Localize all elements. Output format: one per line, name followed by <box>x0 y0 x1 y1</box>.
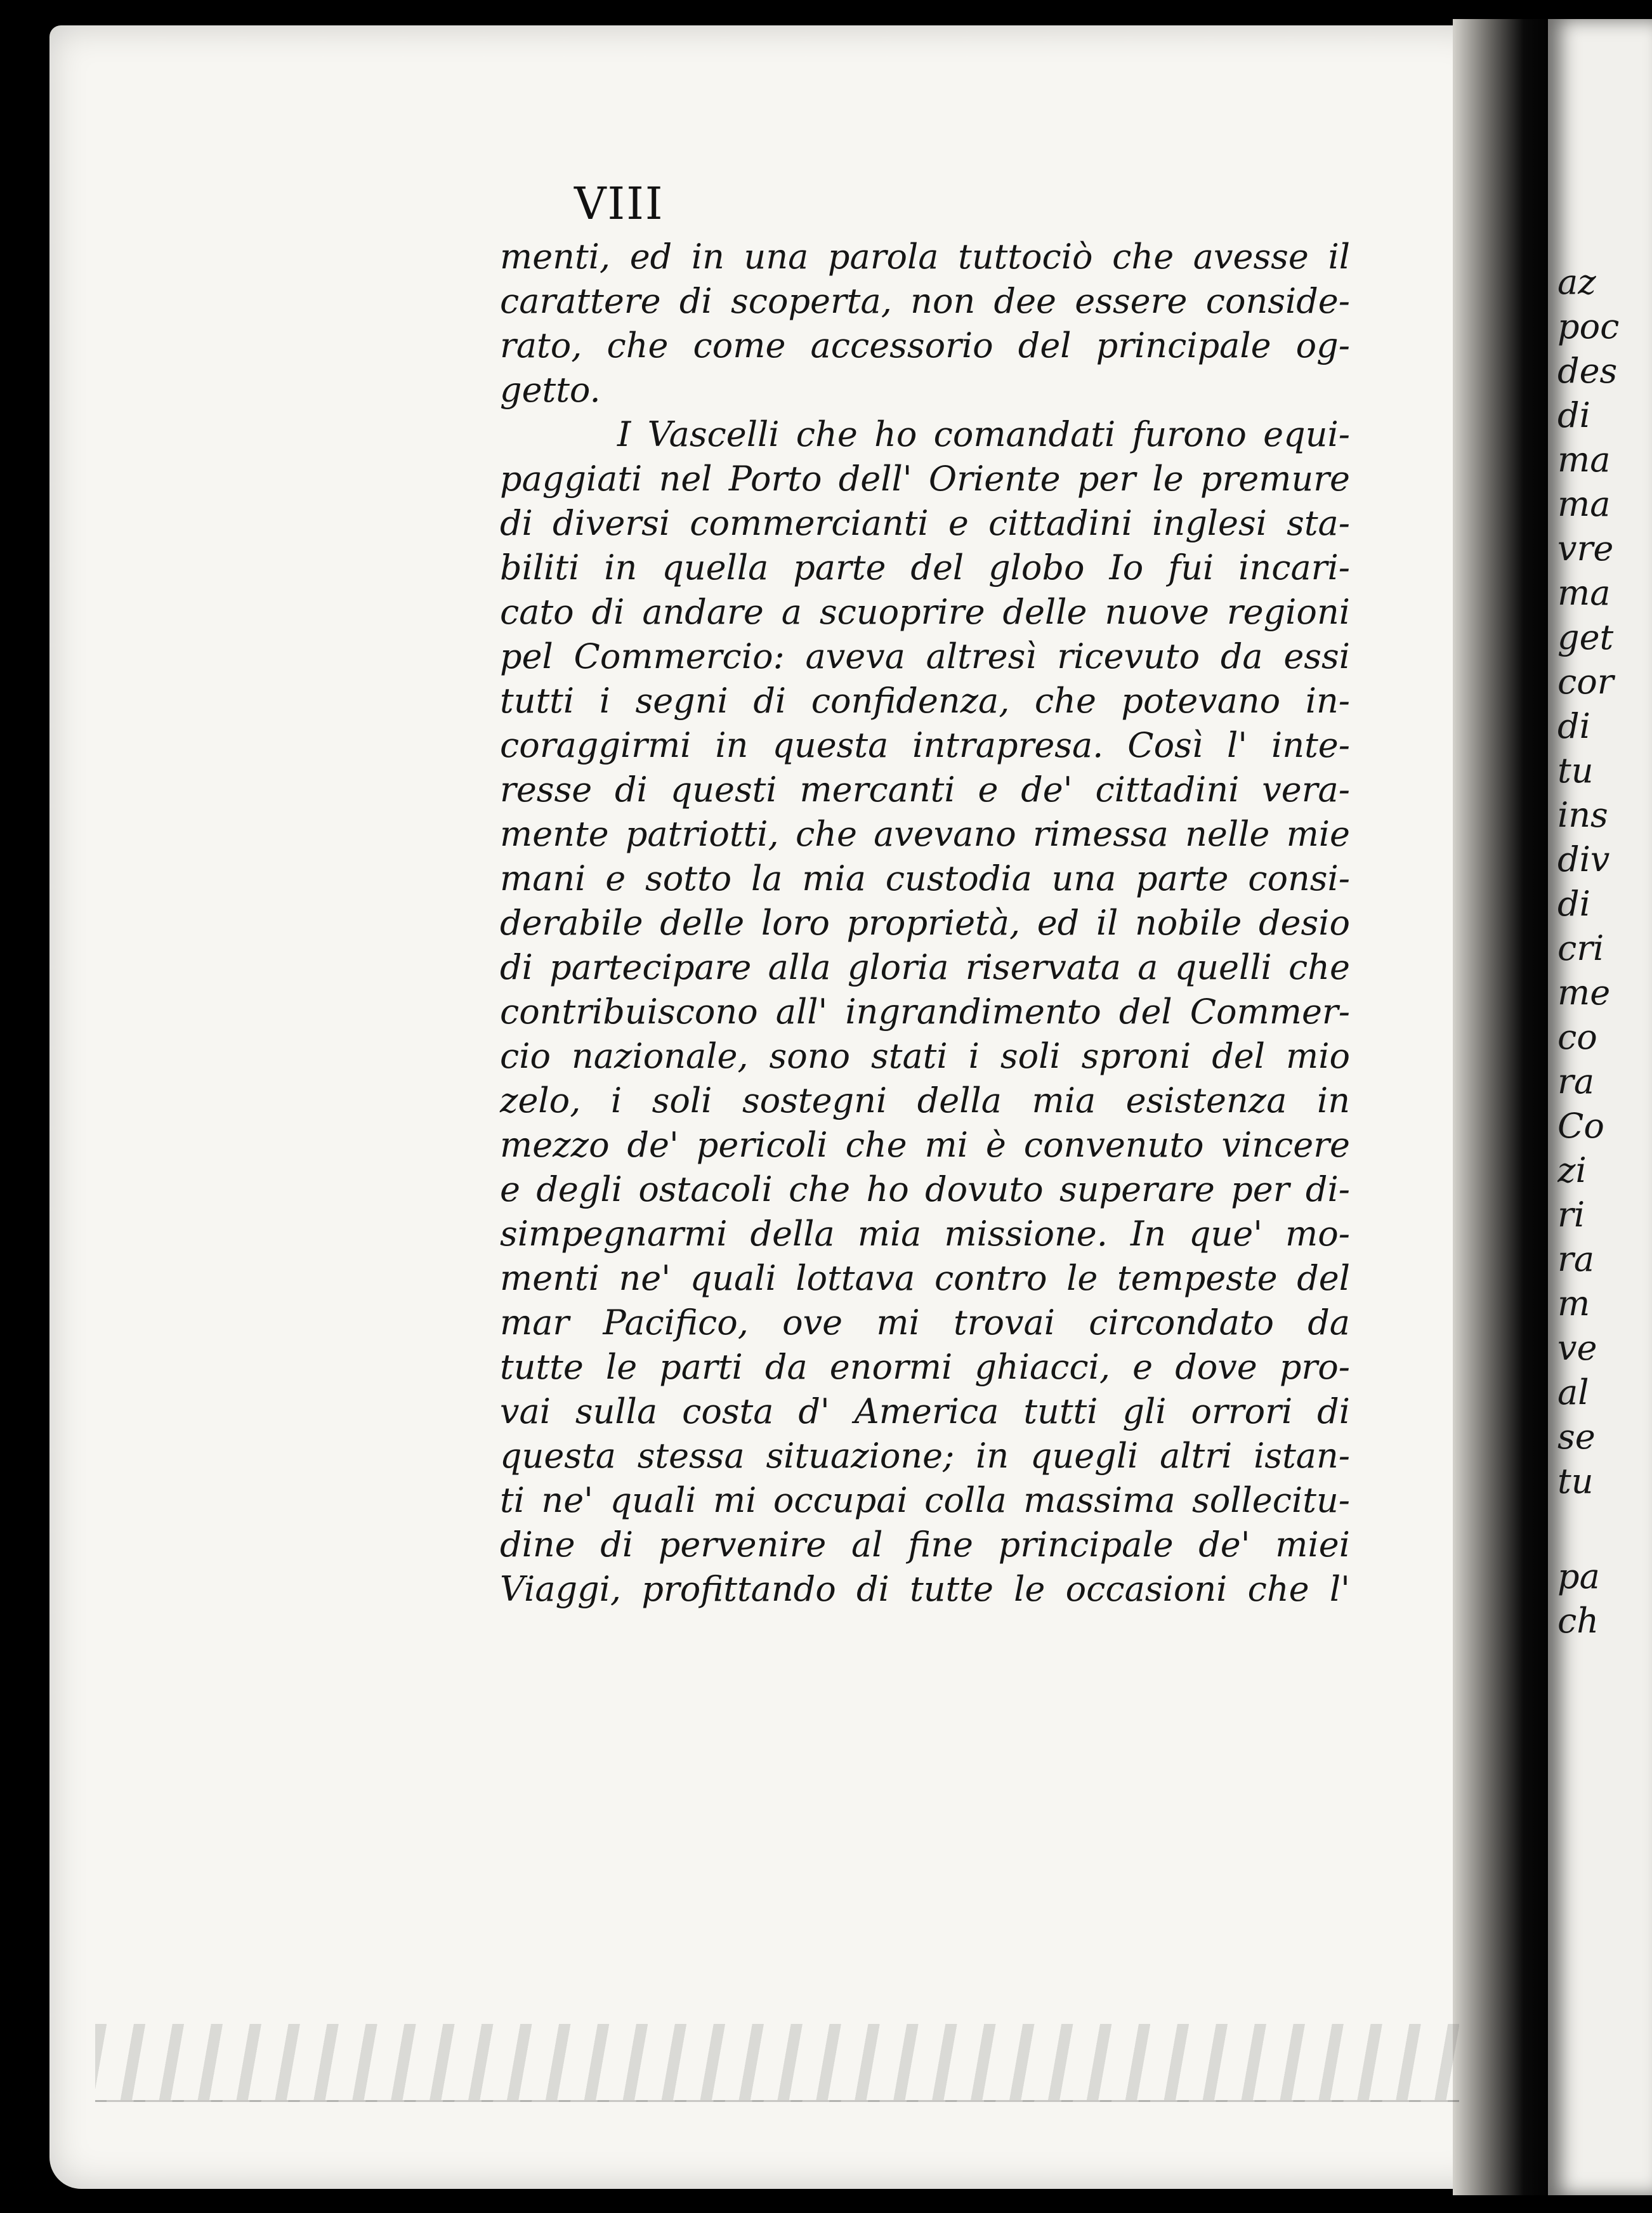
text-line: cato di andare a scuoprire delle nuove regioni <box>500 592 1350 632</box>
text-fragment: al <box>1557 1372 1589 1412</box>
text-fragment: ma <box>1557 484 1611 524</box>
text-fragment: pa <box>1557 1556 1600 1596</box>
right-page-text-fragments <box>1557 260 1649 1643</box>
text-line: derabile delle loro proprietà, ed il nobile desio <box>500 903 1350 943</box>
text-fragment: tu <box>1557 751 1594 791</box>
text-line: pel Commercio: aveva altresì ricevuto da essi <box>500 636 1350 676</box>
text-line: carattere di scoperta, non dee essere conside- <box>500 281 1350 321</box>
text-line: mente patriotti, che avevano rimessa nelle mie <box>500 814 1350 854</box>
text-fragment: cri <box>1557 928 1604 968</box>
text-fragment: tu <box>1557 1461 1594 1501</box>
text-fragment: des <box>1557 351 1618 391</box>
text-fragment: ch <box>1557 1601 1599 1641</box>
text-fragment: az <box>1557 262 1596 302</box>
text-line: zelo, i soli sostegni della mia esistenza in <box>500 1080 1350 1120</box>
text-line: coraggirmi in questa intrapresa. Così l' inte- <box>500 725 1350 765</box>
text-fragment: ma <box>1557 573 1611 613</box>
text-line: resse di questi mercanti e de' cittadini vera- <box>500 770 1350 810</box>
text-line: questa stessa situazione; in quegli altri istan- <box>500 1436 1350 1476</box>
text-line: contribuiscono all' ingrandimento del Commer- <box>500 992 1350 1032</box>
text-line: e degli ostacoli che ho dovuto superare per di- <box>500 1169 1350 1209</box>
text-fragment: div <box>1557 839 1610 879</box>
text-fragment: di <box>1557 395 1590 435</box>
text-line: menti ne' quali lottava contro le tempeste del <box>500 1258 1350 1298</box>
text-line: ti ne' quali mi occupai colla massima sollecitu- <box>500 1480 1350 1520</box>
text-line: I Vascelli che ho comandati furono equi- <box>617 414 1350 454</box>
text-fragment: di <box>1557 706 1590 746</box>
text-fragment: cor <box>1557 662 1614 702</box>
text-fragment: me <box>1557 973 1611 1013</box>
text-fragment: co <box>1557 1017 1597 1057</box>
text-fragment: poc <box>1557 306 1620 346</box>
text-line: getto. <box>500 370 601 410</box>
text-fragment: m <box>1557 1284 1590 1323</box>
text-line: Viaggi, profittando di tutte le occasioni che l' <box>500 1569 1350 1609</box>
text-fragment: ins <box>1557 795 1608 835</box>
book-gutter-shadow <box>1453 19 1554 2195</box>
page-number: VIII <box>574 178 664 230</box>
text-fragment: vre <box>1557 529 1614 568</box>
text-line: di partecipare alla gloria riservata a quelli che <box>500 947 1350 987</box>
text-line: simpegnarmi della mia missione. In que' mo- <box>500 1214 1350 1254</box>
text-line: tutte le parti da enormi ghiacci, e dove pro- <box>500 1347 1350 1387</box>
text-line: dine di pervenire al fine principale de' miei <box>500 1525 1350 1565</box>
text-fragment: ra <box>1557 1239 1595 1279</box>
text-fragment: ma <box>1557 440 1611 480</box>
text-line: rato, che come accessorio del principale og- <box>500 325 1350 365</box>
text-line: cio nazionale, sono stati i soli sproni del mio <box>500 1036 1350 1076</box>
text-line: tutti i segni di confidenza, che potevano in- <box>500 681 1350 721</box>
text-line: mar Pacifico, ove mi trovai circondato da <box>500 1303 1350 1343</box>
text-fragment: se <box>1557 1417 1596 1457</box>
text-fragment: zi <box>1557 1150 1587 1190</box>
text-line: biliti in quella parte del globo Io fui incari- <box>500 548 1350 588</box>
text-fragment: di <box>1557 884 1590 924</box>
text-line: di diversi commercianti e cittadini inglesi sta- <box>500 503 1350 543</box>
text-fragment: ra <box>1557 1061 1595 1101</box>
text-fragment: ri <box>1557 1195 1585 1235</box>
text-line: mani e sotto la mia custodia una parte consi- <box>500 858 1350 898</box>
text-line: paggiati nel Porto dell' Oriente per le premure <box>500 459 1350 499</box>
body-text <box>500 235 1350 1612</box>
text-fragment: get <box>1557 617 1614 657</box>
bottom-edge-smudge <box>95 2024 1459 2102</box>
text-line: vai sulla costa d' America tutti gli orrori di <box>500 1391 1350 1431</box>
text-line: mezzo de' pericoli che mi è convenuto vincere <box>500 1125 1350 1165</box>
text-fragment: Co <box>1557 1106 1604 1146</box>
text-line: menti, ed in una parola tuttociò che avesse il <box>500 237 1350 277</box>
text-fragment: ve <box>1557 1328 1597 1368</box>
